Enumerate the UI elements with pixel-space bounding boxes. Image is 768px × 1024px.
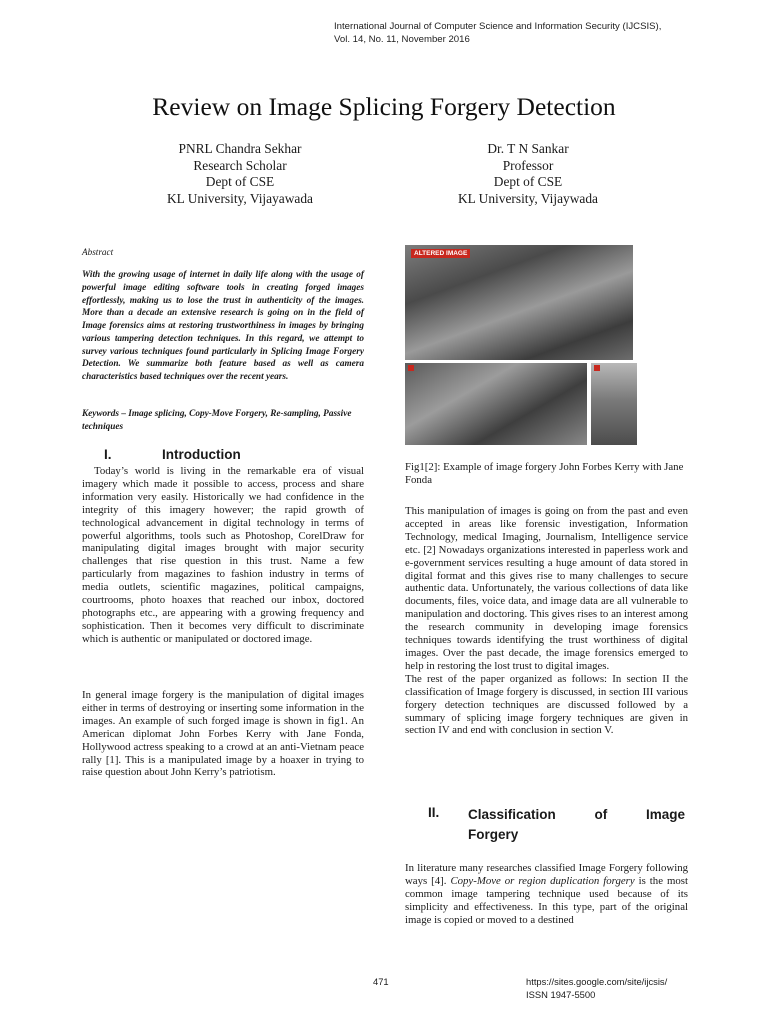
keywords: Keywords – Image splicing, Copy-Move Forgery, Re-sampling, Passive techniques [82, 409, 352, 432]
figure-altered-image [405, 245, 633, 360]
author-dept: Dept of CSE [205, 174, 275, 189]
section-2-title-line-2: Forgery [468, 827, 519, 842]
figure-marker-1 [408, 365, 414, 371]
figure-marker-2 [594, 365, 600, 371]
section-2-title-line-1: Classification of Image [468, 807, 685, 822]
author-affiliation: KL University, Vijayawada [167, 190, 313, 206]
journal-name: International Journal of Computer Science and Information Security (IJCSIS), [334, 21, 662, 32]
figure-caption: Fig1[2]: Example of image forgery John Forbes Kerry with Jane Fonda [405, 461, 684, 486]
author-block-1 [110, 141, 370, 207]
section-2-text-start: In literature many researches classified Image Forgery following ways [4]. [405, 862, 688, 887]
journal-header [334, 20, 661, 46]
right-text-2: The rest of the paper organized as follows: In section II the classification of Image forgery is discussed, in section III various forgery detection techniques are discussed followed by a summary of splicing image forgery techniques are given in section IV and end with conclusion in section V. [405, 672, 688, 737]
footer-issn: ISSN 1947-5500 [526, 988, 596, 1000]
author-name: PNRL Chandra Sekhar [178, 141, 302, 156]
section-2-title [468, 805, 685, 845]
intro-text-1: Today’s world is living in the remarkable era of visual imagery which made it possible to access, process and share information very easily. Historically we had confidence in the integrity of this imagery however; the rapid growth of technological advancement in digital technology in terms of powerful algorithms, tools such as Photoshop, CorelDraw for manipulating digital images brought with major security challenges that rise question in this trust. Name a few particularly from magazines to fashion industry in terms of media outlets, scientific magazines, political campaigns, courtrooms, photo hoaxes that reached our inbox, doctored photographs etc., are appearing with a growing frequency and sophistication. Then it becomes very difficult to discriminate which is authentic or manipulated or doctored image. [82, 465, 364, 645]
intro-paragraph-2 [82, 689, 364, 779]
journal-volume: Vol. 14, No. 11, November 2016 [334, 34, 470, 45]
section-2-text-end: is the most common image tampering technique used because of its simplicity and effectiveness. In this type, part of the original image is copied or moved to a destined [405, 874, 688, 926]
section-2-paragraph [405, 862, 688, 927]
intro-paragraph-1 [82, 465, 364, 646]
author-dept: Dept of CSE [493, 174, 563, 189]
author-role: Professor [502, 157, 554, 173]
section-2-text [405, 862, 688, 927]
abstract-text: With the growing usage of internet in daily life along with the usage of powerful image editing software tools in creating forged images effortlessly, making us to lose the trust in authenticity of the images. More than a decade an extensive research is going on in the field of Image forensics aims at restoring trustworthiness in images by bringing various tampering detection techniques. In this regard, we attempt to survey various techniques found particularly in Splicing Image Forgery Detection. We summarize both feature based as well as camera characteristics based techniques over the recent years. [82, 270, 364, 382]
abstract-heading: Abstract [82, 247, 114, 257]
body-paragraph-right-1 [405, 505, 688, 737]
section-2-text-italic: Copy-Move or region duplication forgery [450, 874, 635, 887]
altered-image-tag: ALTERED IMAGE [411, 249, 470, 258]
author-block-2 [398, 141, 658, 207]
intro-text-2: In general image forgery is the manipulation of digital images either in terms of destroying or inserting some information in the images. An example of such forged image is shown in fig1. An American diplomat John Forbes Kerry with Jane Fonda, Hollywood actress speaking to a crowd at an anti-Vietnam peace rally [1]. This is a manipulated image by a hoaxer in trying to raise question about John Kerry’s patriotism. [82, 689, 364, 779]
page-number: 471 [373, 976, 389, 987]
author-name: Dr. T N Sankar [487, 141, 569, 156]
right-text-1: This manipulation of images is going on from the past and even accepted in areas like forensic investigation, Information Technology, medical Imaging, Journalism, Intelligence service etc. [2] Nowadays organizations interested in paperless work and e-government services resulting a huge amount of data stored in digital format and this gives rise to many challenges to secure authentic data. Unfortunately, the various collections of data like documents, files, voice data, and image data are all vulnerable to manipulation and doctoring. This gives rises to an interest among the research community in developing image forensics techniques towards identifying the trust worthiness of digital images. Over the past decade, the image forensics emerged to help in restoring the lost trust to digital images. [405, 505, 688, 672]
section-2-number: II. [428, 805, 440, 820]
footer-url[interactable]: https://sites.google.com/site/ijcsis/ [526, 976, 668, 987]
footer-links [526, 976, 667, 1001]
section-1-title: Introduction [162, 447, 241, 462]
author-role: Research Scholar [193, 157, 287, 173]
author-affiliation: KL University, Vijaywada [457, 190, 598, 206]
figure-source-image-2 [591, 363, 637, 445]
section-1-number: I. [104, 447, 112, 462]
paper-title: Review on Image Splicing Forgery Detection [152, 92, 616, 121]
figure-source-image-1 [405, 363, 587, 445]
